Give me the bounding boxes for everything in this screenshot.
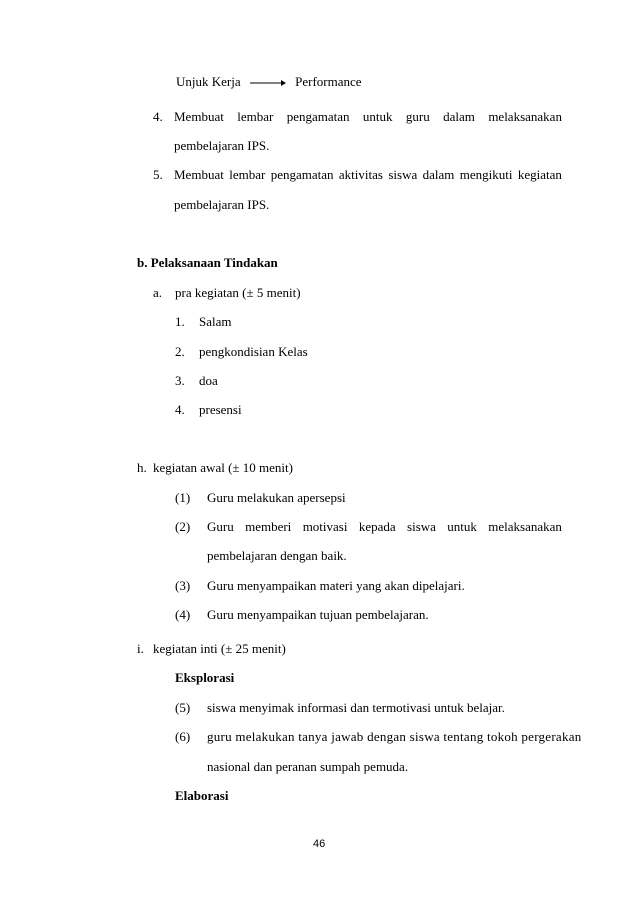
intro-left: Unjuk Kerja [176, 74, 241, 89]
activity-label: pra kegiatan (± 5 menit) [175, 285, 301, 300]
list-item-number: 4. [175, 402, 185, 417]
list-item: Guru memberi motivasi kepada siswa untuk melaksanakan [207, 519, 562, 534]
list-item-number: (4) [175, 607, 191, 622]
step-number: 4. [153, 109, 163, 124]
page-number: 46 [313, 838, 326, 850]
step-continuation: pembelajaran IPS. [174, 197, 270, 212]
list-item: Guru menyampaikan tujuan pembelajaran. [207, 607, 429, 622]
step-line: Membuat lembar pengamatan untuk guru dalam melaksanakan [174, 109, 562, 124]
list-item: Guru melakukan apersepsi [207, 490, 346, 505]
list-item-number: 3. [175, 373, 185, 388]
intro-line [176, 74, 362, 90]
list-item-number: 1. [175, 314, 185, 329]
subsection-heading: Eksplorasi [175, 670, 235, 685]
list-item-continuation: pembelajaran dengan baik. [207, 548, 347, 563]
step-number: 5. [153, 167, 163, 182]
list-item: Salam [199, 314, 232, 329]
list-item: pengkondisian Kelas [199, 344, 308, 359]
list-item: Guru menyampaikan materi yang akan dipelajari. [207, 578, 465, 593]
list-item-number: (1) [175, 490, 191, 505]
list-item: presensi [199, 402, 242, 417]
arrow-right-icon [250, 79, 286, 87]
list-item-number: (3) [175, 578, 191, 593]
step-continuation: pembelajaran IPS. [174, 138, 270, 153]
subsection-heading: Elaborasi [175, 788, 229, 803]
list-item: siswa menyimak informasi dan termotivasi untuk belajar. [207, 700, 505, 715]
list-marker: h. [137, 460, 147, 475]
step-line: Membuat lembar pengamatan aktivitas siswa dalam mengikuti kegiatan [174, 167, 562, 182]
activity-label: kegiatan inti (± 25 menit) [153, 641, 286, 656]
list-item-number: (5) [175, 700, 191, 715]
activity-label: kegiatan awal (± 10 menit) [153, 460, 293, 475]
list-item-number: (6) [175, 729, 191, 744]
intro-right: Performance [295, 74, 362, 89]
list-item-number: (2) [175, 519, 191, 534]
list-item-continuation: nasional dan peranan sumpah pemuda. [207, 759, 409, 774]
section-heading: b. Pelaksanaan Tindakan [137, 255, 278, 270]
list-item: doa [199, 373, 218, 388]
list-marker: a. [153, 285, 163, 300]
list-item-number: 2. [175, 344, 185, 359]
list-marker: i. [137, 641, 144, 656]
list-item: guru melakukan tanya jawab dengan siswa tentang tokoh pergerakan [207, 729, 582, 744]
